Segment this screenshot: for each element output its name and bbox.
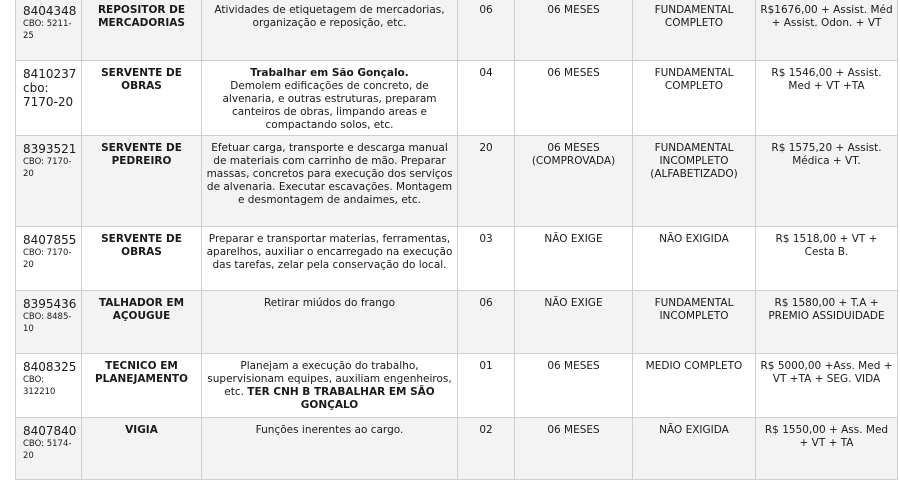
job-title: SERVENTE DE OBRAS [82,61,202,136]
job-description: Efetuar carga, transporte e descarga manual de materiais com carrinho de mão. Preparar massas, concretos para execução dos serviços de alvenaria. Executar escavações. Montagem e desmontagem de andaimes, etc. [206,142,453,206]
education-required: FUNDAMENTAL COMPLETO [633,0,756,61]
vacancies-count: 06 [458,0,515,61]
vacancies-count: 20 [458,136,515,227]
job-listings-table [15,0,898,480]
job-description: Atividades de etiquetagem de mercadorias, organização e reposição, etc. [214,4,445,29]
job-description-cell [202,136,458,227]
job-title: REPOSITOR DE MERCADORIAS [82,0,202,61]
table-row [16,0,898,61]
cbo-code: CBO: 7170-20 [23,157,72,179]
job-code-cell [16,136,82,227]
table-row [16,227,898,291]
experience-required: 06 MESES (COMPROVADA) [515,136,633,227]
experience-required: NÃO EXIGE [515,291,633,354]
salary-benefits: R$ 1518,00 + VT + Cesta B. [756,227,898,291]
job-code-cell [16,418,82,480]
education-required: NÃO EXIGIDA [633,227,756,291]
education-required: MEDIO COMPLETO [633,354,756,418]
cbo-code: cbo: 7170-20 [23,81,74,109]
salary-benefits: R$ 1550,00 + Ass. Med + VT + TA [756,418,898,480]
cbo-code: CBO: 312210 [23,375,56,397]
job-title: TALHADOR EM AÇOUGUE [82,291,202,354]
table-row [16,136,898,227]
cbo-code: CBO: 7170-20 [23,248,72,270]
job-description-cell [202,291,458,354]
experience-required: 06 MESES [515,354,633,418]
vacancies-count: 02 [458,418,515,480]
job-title: TECNICO EM PLANEJAMENTO [82,354,202,418]
education-required: FUNDAMENTAL INCOMPLETO [633,291,756,354]
job-code: 8407855 [23,233,77,247]
table-row [16,354,898,418]
education-required: FUNDAMENTAL INCOMPLETO (ALFABETIZADO) [633,136,756,227]
education-required: FUNDAMENTAL COMPLETO [633,61,756,136]
experience-required: 06 MESES [515,61,633,136]
job-code-cell [16,354,82,418]
job-location-note: Trabalhar em São Gonçalo. [250,67,409,79]
cbo-code: CBO: 5211-25 [23,19,72,41]
job-requirement-note: TER CNH B TRABALHAR EM SÃO GONÇALO [247,386,435,411]
job-description: Retirar miúdos do frango [263,297,396,309]
job-code-cell [16,0,82,61]
job-description-cell [202,354,458,418]
table-row [16,418,898,480]
vacancies-count: 01 [458,354,515,418]
job-code-cell [16,61,82,136]
salary-benefits: R$1676,00 + Assist. Méd + Assist. Odon. + VT [756,0,898,61]
job-code: 8404348 [23,4,77,18]
table-row [16,61,898,136]
job-title: VIGIA [82,418,202,480]
experience-required: 06 MESES [515,418,633,480]
job-code: 8407840 [23,424,77,438]
job-code-cell [16,227,82,291]
cbo-code: CBO: 5174-20 [23,439,72,461]
job-title: SERVENTE DE OBRAS [82,227,202,291]
job-description: Planejam a execução do trabalho, supervisionam equipes, auxiliam engenheiros, etc. [207,360,452,398]
education-required: NÃO EXIGIDA [633,418,756,480]
salary-benefits: R$ 5000,00 +Ass. Med + VT +TA + SEG. VIDA [756,354,898,418]
experience-required: 06 MESES [515,0,633,61]
table-row [16,291,898,354]
salary-benefits: R$ 1580,00 + T.A + PREMIO ASSIDUIDADE [756,291,898,354]
job-description-cell [202,0,458,61]
job-description-cell [202,418,458,480]
job-description: Funções inerentes ao cargo. [255,424,404,436]
vacancies-count: 04 [458,61,515,136]
cbo-code: CBO: 8485-10 [23,312,72,334]
job-code: 8408325 [23,360,77,374]
vacancies-count: 06 [458,291,515,354]
job-description: Preparar e transportar materias, ferramentas, aparelhos, auxiliar o encarregado na execução das tarefas, zelar pela conservação do local. [206,233,453,271]
job-description: Demolem edificações de concreto, de alvenaria, e outras estruturas, preparam canteiros de obras, limpando areas e compactando solos, etc. [222,80,437,131]
experience-required: NÃO EXIGE [515,227,633,291]
job-description-cell [202,61,458,136]
job-code: 8393521 [23,142,77,156]
vacancies-count: 03 [458,227,515,291]
job-code-cell [16,291,82,354]
job-code: 8410237 [23,67,77,81]
job-code: 8395436 [23,297,77,311]
job-title: SERVENTE DE PEDREIRO [82,136,202,227]
salary-benefits: R$ 1546,00 + Assist. Med + VT +TA [756,61,898,136]
job-description-cell [202,227,458,291]
salary-benefits: R$ 1575,20 + Assist. Médica + VT. [756,136,898,227]
